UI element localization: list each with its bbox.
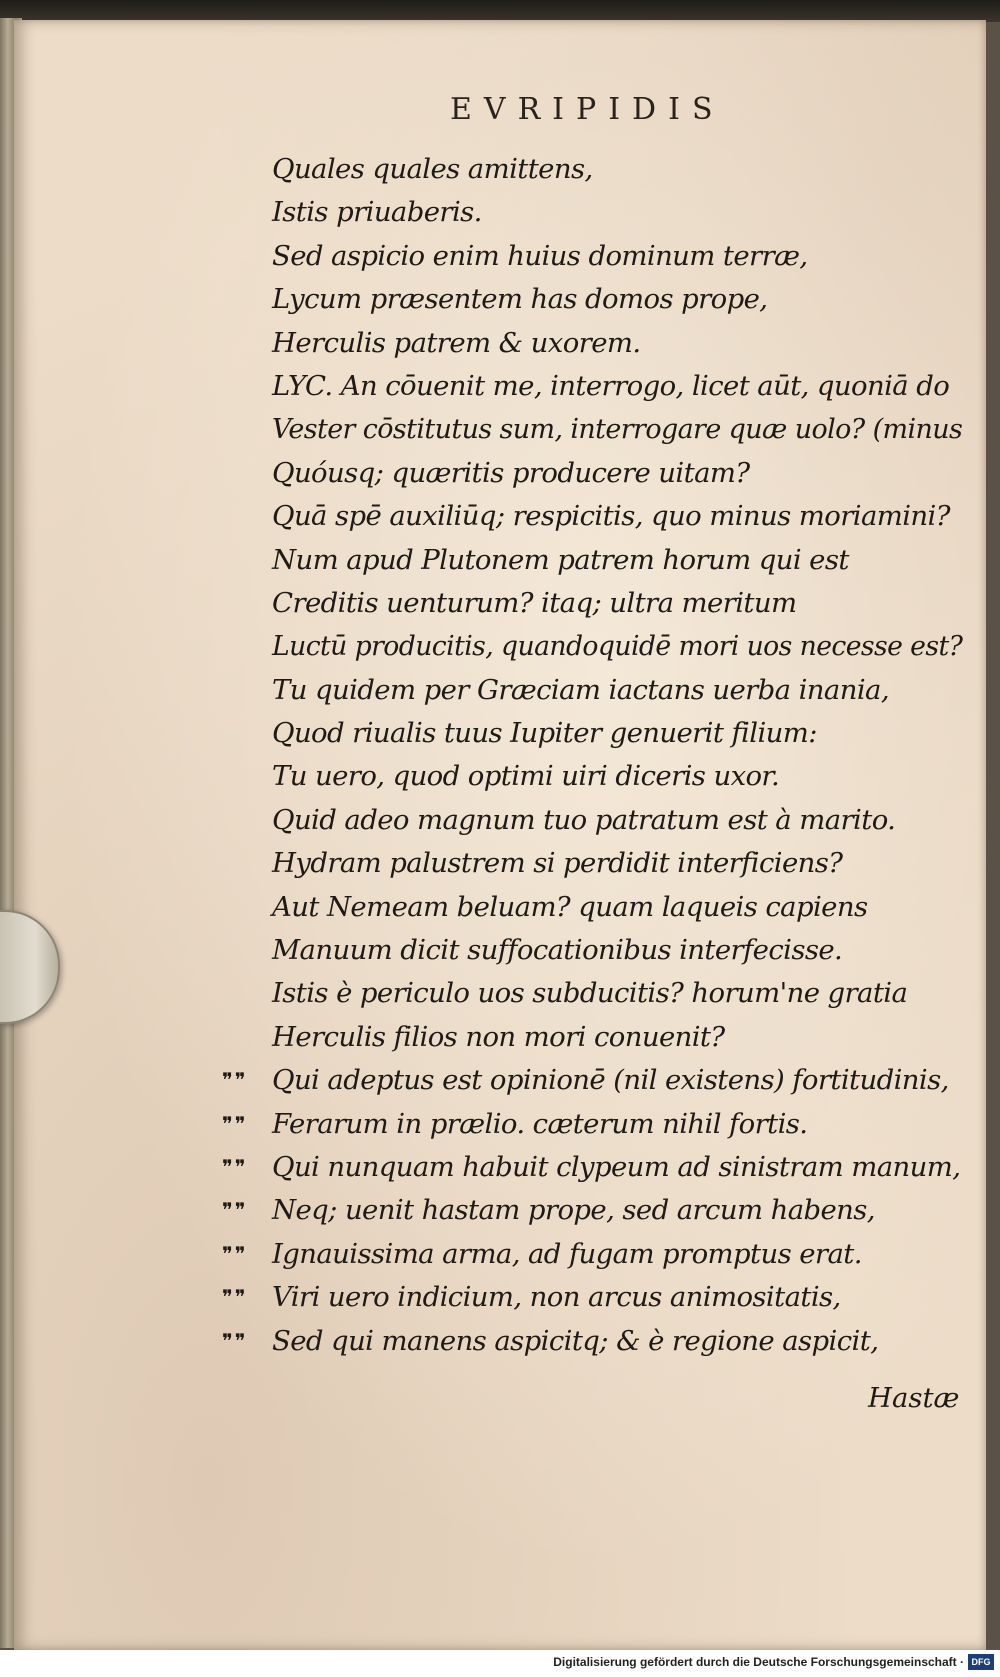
quotation-mark-icon: ❞❞ <box>222 1198 248 1223</box>
verse-line-text: Istis priuaberis. <box>272 196 482 229</box>
quotation-mark-icon: ❞❞ <box>222 1111 248 1136</box>
quotation-mark-icon: ❞❞ <box>222 1285 248 1310</box>
verse-line <box>272 886 962 929</box>
verse-line <box>272 495 962 538</box>
verse-line <box>272 755 962 798</box>
verse-line <box>272 452 962 495</box>
verse-line <box>272 625 962 668</box>
verse-line-text: Num apud Plutonem patrem horum qui est <box>272 543 849 576</box>
quotation-mark-icon: ❞❞ <box>222 1068 248 1093</box>
verse-line <box>272 408 962 451</box>
verse-line-text: Vester cōstitutus sum, interrogare quæ uolo? (minus <box>272 413 963 446</box>
verse-line-text: Istis è periculo uos subducitis? horum'ne gratia <box>272 977 908 1010</box>
verse-line <box>272 582 962 625</box>
verse-line-text: Aut Nemeam beluam? quam laqueis capiens <box>272 890 868 923</box>
quotation-mark-icon: ❞❞ <box>222 1241 248 1266</box>
verse-line-text: Luctū producitis, quandoquidē mori uos necesse est? <box>272 630 963 663</box>
running-header: EVRIPIDIS <box>450 92 725 127</box>
verse-line <box>222 1233 962 1276</box>
verse-line-text: Qui nunquam habuit clypeum ad sinistram manum, <box>272 1150 961 1183</box>
footer-credit: Digitalisierung gefördert durch die Deutsche Forschungsgemeinschaft · <box>553 1655 964 1669</box>
quotation-mark-icon: ❞❞ <box>222 1154 248 1179</box>
catchword: Hastæ <box>868 1382 960 1414</box>
verse-line-text: LYC. An cōuenit me, interrogo, licet aūt, quoniā do <box>272 369 950 402</box>
verse-line-text: Quā spē auxiliūq; respicitis, quo minus moriamini? <box>272 500 950 533</box>
verse-line <box>272 972 962 1015</box>
verse-line-text: Hydram palustrem si perdidit interficiens? <box>272 847 843 880</box>
verse-line <box>272 539 962 582</box>
verse-line-text: Tu quidem per Græciam iactans uerba inania, <box>272 673 889 706</box>
verse-line <box>272 191 962 234</box>
verse-line <box>272 322 962 365</box>
verse-line <box>222 1189 962 1232</box>
verse-line <box>272 842 962 885</box>
verse-line <box>222 1320 962 1363</box>
verse-line-text: Viri uero indicium, non arcus animositatis, <box>272 1281 841 1314</box>
verse-line-text: Manuum dicit suffocationibus interfecisse. <box>272 934 843 967</box>
verse-line-text: Creditis uenturum? itaq; ultra meritum <box>272 586 797 619</box>
verse-line-text: Herculis patrem & uxorem. <box>272 326 641 359</box>
verse-line-text: Herculis filios non mori conuenit? <box>272 1020 725 1053</box>
verse-line-text: Quid adeo magnum tuo patratum est à marito. <box>272 803 896 836</box>
verse-line <box>222 1276 962 1319</box>
verse-line-text: Quóusq; quæritis producere uitam? <box>272 456 750 489</box>
verse-line <box>272 148 962 191</box>
verse-line <box>272 712 962 755</box>
quotation-mark-icon: ❞❞ <box>222 1328 248 1353</box>
verse-line-text: Sed qui manens aspicitq; & è regione aspicit, <box>272 1324 879 1357</box>
verse-line-text: Ignauissima arma, ad fugam promptus erat. <box>272 1237 862 1270</box>
verse-line <box>272 365 962 408</box>
verse-line <box>222 1103 962 1146</box>
verse-line-text: Ferarum in prælio. cæterum nihil fortis. <box>272 1107 808 1140</box>
verse-line <box>272 929 962 972</box>
digitization-footer <box>0 1650 1000 1677</box>
verse-line <box>272 669 962 712</box>
verse-line-text: Quales quales amittens, <box>272 153 593 185</box>
verse-line <box>272 278 962 321</box>
verse-line-text: Quod riualis tuus Iupiter genuerit filium: <box>272 717 817 750</box>
verse-text-block <box>222 148 963 1363</box>
scan-top-edge <box>0 0 1000 22</box>
verse-line-text: Lycum præsentem has domos prope, <box>272 283 768 316</box>
verse-line-text: Neq; uenit hastam prope, sed arcum habens, <box>272 1194 875 1227</box>
dfg-logo-icon: DFG <box>968 1654 994 1670</box>
verse-line <box>272 235 962 278</box>
verse-line-text: Qui adeptus est opinionē (nil existens) fortitudinis, <box>272 1064 949 1097</box>
verse-line-text: Tu uero, quod optimi uiri diceris uxor. <box>272 760 780 793</box>
verse-line-text: Sed aspicio enim huius dominum terræ, <box>272 239 808 272</box>
verse-line <box>222 1146 962 1189</box>
verse-line <box>222 1059 962 1102</box>
verse-line <box>272 1016 962 1059</box>
verse-line <box>272 799 962 842</box>
